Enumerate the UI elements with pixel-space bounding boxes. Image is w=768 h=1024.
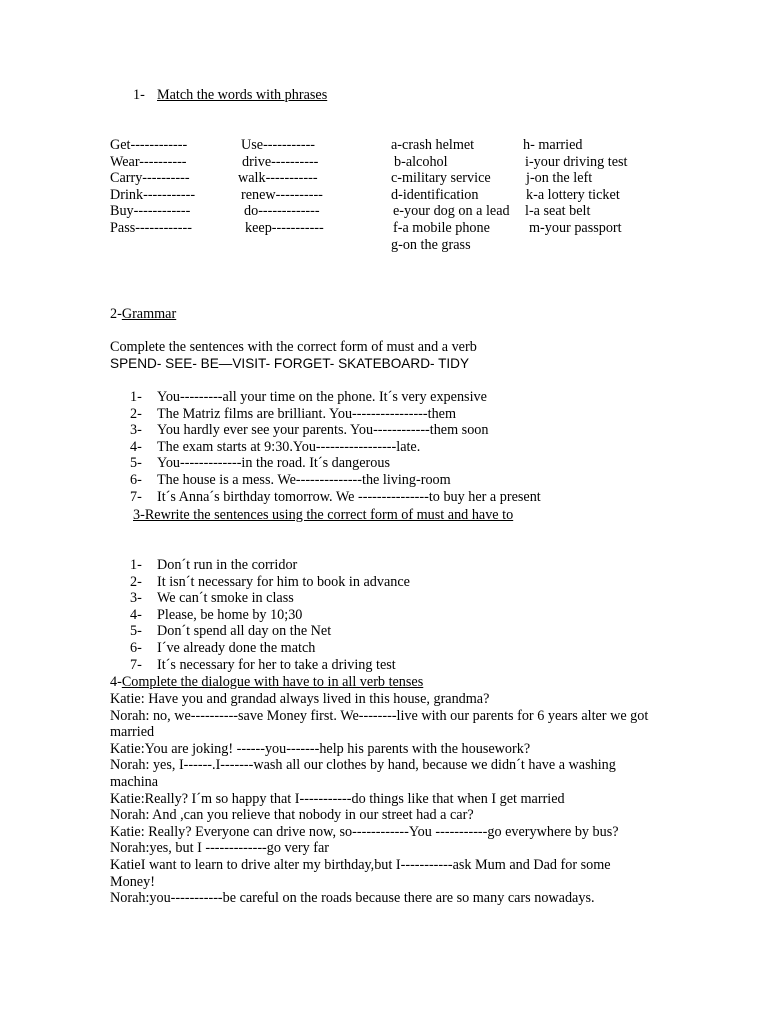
match-item: keep----------- xyxy=(245,219,324,236)
match-item: Get------------ xyxy=(110,137,188,153)
match-item: d-identification xyxy=(391,186,479,203)
match-column-verbs-1 xyxy=(110,137,195,237)
match-item: g-on the grass xyxy=(391,236,471,253)
match-column-phrases-2 xyxy=(522,137,627,237)
dialogue-line: Katie:You are joking! ------you-------help his parents with the housework? xyxy=(110,740,531,757)
dialogue-line: Norah: And ,can you relieve that nobody in our street had a car? xyxy=(110,807,474,824)
match-item: h- married xyxy=(523,137,583,153)
match-item: k-a lottery ticket xyxy=(526,186,620,203)
dialogue-line: Katie:Really? I´m so happy that I-----------do things like that when I get married xyxy=(110,790,565,807)
dialogue-line: Norah: yes, I------.I-------wash all our clothes by hand, because we didn´t have a washing machina xyxy=(110,757,616,790)
match-column-phrases-1 xyxy=(391,137,510,253)
section4-title: Complete the dialogue with have to in all verb tenses xyxy=(121,674,424,690)
section2-instruction: Complete the sentences with the correct form of must and a verb xyxy=(110,339,477,355)
match-item: m-your passport xyxy=(529,219,622,236)
dialogue-line: Norah:yes, but I -------------go very far xyxy=(110,840,330,857)
match-item: Pass------------ xyxy=(110,219,192,236)
dialogue xyxy=(110,691,650,907)
section2-prefix: 2- xyxy=(110,306,122,322)
match-item: do------------- xyxy=(244,203,320,220)
dialogue-line: Katie: Have you and grandad always lived in this house, grandma? xyxy=(110,691,490,707)
match-item: Drink----------- xyxy=(110,186,196,203)
dialogue-line: Norah:you-----------be careful on the roads because there are so many cars nowadays. xyxy=(110,890,595,907)
match-column-verbs-2 xyxy=(238,137,324,237)
match-item: Wear---------- xyxy=(110,153,187,170)
section2-heading xyxy=(110,306,176,323)
match-item: Carry---------- xyxy=(110,170,190,187)
section2-verb-list: SPEND- SEE- BE—VISIT- FORGET- SKATEBOARD- TIDY xyxy=(110,356,470,371)
dialogue-line: Norah: no, we----------save Money first. We--------live with our parents for 6 years alter we got married xyxy=(110,707,649,741)
match-item: i-your driving test xyxy=(525,153,628,170)
section4-prefix: 4- xyxy=(110,674,122,690)
match-item: c-military service xyxy=(391,170,491,187)
match-item: l-a seat belt xyxy=(525,203,591,220)
match-item: renew---------- xyxy=(241,186,323,203)
section1-number: 1- xyxy=(133,87,145,103)
dialogue-line: Katie: Really? Everyone can drive now, so------------You -----------go everywhere by bus? xyxy=(110,823,619,840)
match-item: walk----------- xyxy=(238,170,318,187)
match-item: f-a mobile phone xyxy=(393,219,490,236)
match-item: Buy------------ xyxy=(110,203,191,220)
section1-title: Match the words with phrases xyxy=(157,87,328,103)
section3-title: 3-Rewrite the sentences using the correct form of must and have to xyxy=(133,507,514,523)
section4-heading xyxy=(110,674,423,691)
match-item: b-alcohol xyxy=(394,153,448,170)
section2-title: Grammar xyxy=(121,306,177,322)
match-item: a-crash helmet xyxy=(391,137,475,153)
match-item: e-your dog on a lead xyxy=(393,203,510,220)
match-item: j-on the left xyxy=(526,170,593,187)
match-item: drive---------- xyxy=(242,153,319,170)
dialogue-line: KatieI want to learn to drive alter my birthday,but I-----------ask Mum and Dad for some Money! xyxy=(110,856,611,890)
match-item: Use----------- xyxy=(241,137,316,153)
